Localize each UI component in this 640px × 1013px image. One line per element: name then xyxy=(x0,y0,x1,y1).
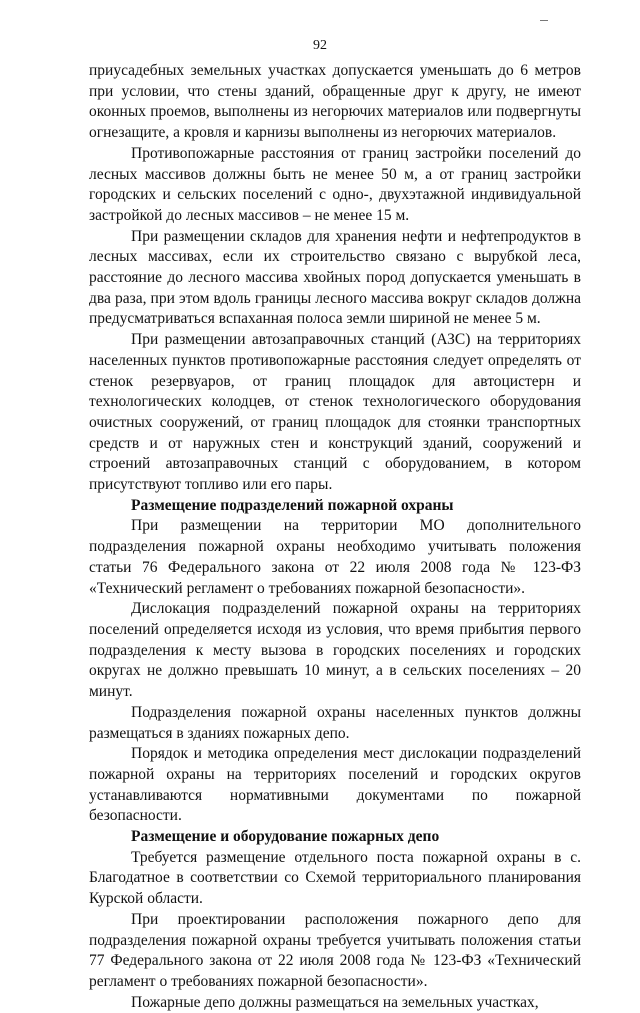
paragraph-dislocation: Дислокация подразделений пожарной охраны на территориях поселений определяется исходя из условия, что время прибытия первого подразделения к месту вызова в городских поселениях и городских округах не должно превышать 10 минут, а в сельских поселениях – 20 минут. xyxy=(89,600,581,701)
section-heading-fire-depots: Размещение и оборудование пожарных депо xyxy=(131,828,440,846)
paragraph-continuation: приусадебных земельных участках допускается уменьшать до 6 метров при условии, что стены зданий, обращенные друг к другу, не имеют оконных проемов, выполнены из негорючих материалов или подвергнуты огнезащите, а кровля и карнизы выполнены из негорючих материалов. xyxy=(89,62,581,142)
paragraph-separate-post: Требуется размещение отдельного поста пожарной охраны в с. Благодатное в соответствии со Схемой территориального планирования Курской области. xyxy=(89,848,581,908)
scan-mark xyxy=(540,20,548,21)
paragraph-methodology: Порядок и методика определения мест дислокации подразделений пожарной охраны на территориях поселений и городских округов устанавливаются нормативными документами по пожарной безопасности. xyxy=(89,745,581,825)
paragraph-gas-stations: При размещении автозаправочных станций (АЗС) на территориях населенных пунктов противопожарные расстояния следует определять от стенок резервуаров, от границ площадок для автоцистерн и технологических колодцев, от стенок технологического оборудования очистных сооружений, от границ площадок для стоянки транспортных средств и от наружных стен и конструкций зданий, сооружений и строений автозаправочных станций с оборудованием, в котором присутствуют топливо или его пары. xyxy=(89,331,581,494)
paragraph-oil-storage: При размещении складов для хранения нефти и нефтепродуктов в лесных массивах, если их строительство связано с вырубкой леса, расстояние до лесного массива хвойных пород допускается уменьшать в два раза, при этом вдоль границы лесного массива вокруг складов должна предусматриваться вспаханная полоса земли шириной не менее 5 м. xyxy=(89,227,581,328)
paragraph-depot-placement: Подразделения пожарной охраны населенных пунктов должны размещаться в зданиях пожарных депо. xyxy=(89,703,581,742)
paragraph-forest-distances: Противопожарные расстояния от границ застройки поселений до лесных массивов должны быть не менее 50 м, а от границ застройки городских и сельских поселений с одно-, двухэтажной индивидуальной застройкой до лесных массивов – не менее 15 м. xyxy=(89,144,581,224)
paragraph-additional-unit: При размещении на территории МО дополнительного подразделения пожарной охраны необходимо учитывать положения статьи 76 Федерального закона от 22 июля 2008 года № 123-ФЗ «Технический регламент о требованиях пожарной безопасности». xyxy=(89,517,581,597)
paragraph-depot-design: При проектировании расположения пожарного депо для подразделения пожарной охраны требуется учитывать положения статьи 77 Федерального закона от 22 июля 2008 года № 123-ФЗ «Технический регламент о требованиях пожарной безопасности». xyxy=(89,910,581,990)
paragraph-depot-land: Пожарные депо должны размещаться на земельных участках, xyxy=(131,993,539,1011)
page-number: 92 xyxy=(313,38,327,53)
section-heading-fire-units: Размещение подразделений пожарной охраны xyxy=(131,496,454,514)
document-body xyxy=(89,61,581,1013)
